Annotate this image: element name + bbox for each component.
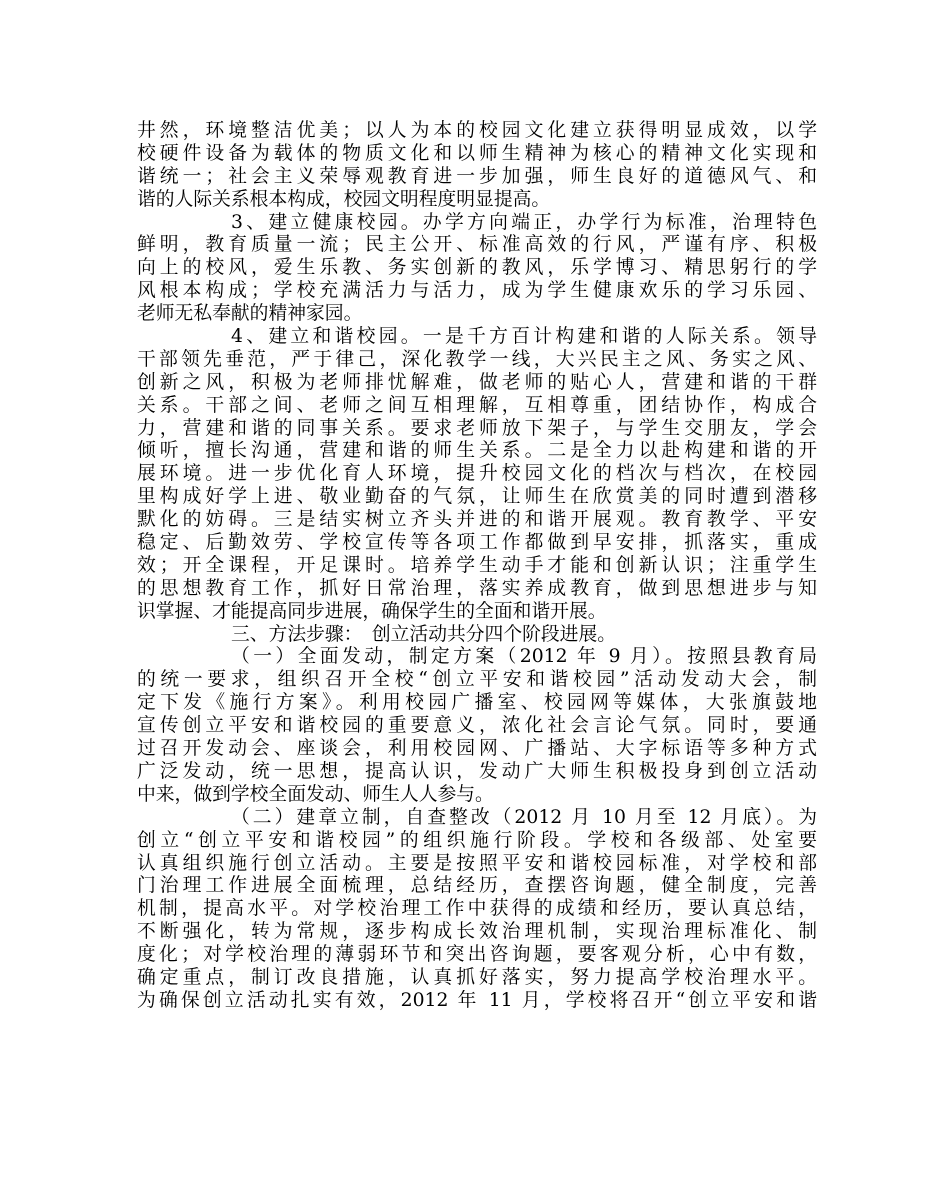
text-line: 定下发《施行方案》。利用校园广播室、校园网等媒体，大张旗鼓地 bbox=[137, 692, 817, 714]
text-line: 的统一要求，组织召开全校“创立平安和谐校园”活动发动大会，制 bbox=[137, 669, 817, 691]
text-line: 谐统一；社会主义荣辱观教育进一步加强，师生良好的道德风气、和 bbox=[137, 165, 817, 187]
text-line: 不断强化，转为常规，逐步构成长效治理机制，实现治理标准化、制 bbox=[137, 921, 817, 943]
text-line: 干部领先垂范，严于律己，深化教学一线，大兴民主之风、务实之风、 bbox=[137, 348, 817, 370]
text-line: 确定重点，制订改良措施，认真抓好落实，努力提高学校治理水平。 bbox=[137, 966, 817, 988]
text-line: 里构成好学上进、敬业勤奋的气氛，让师生在欣赏美的同时遭到潜移 bbox=[137, 486, 817, 508]
text-line: 宣传创立平安和谐校园的重要意义，浓化社会言论气氛。同时，要通 bbox=[137, 715, 817, 737]
text-line: 关系。干部之间、老师之间互相理解，互相尊重，团结协作，构成合 bbox=[137, 394, 817, 416]
text-line: 谐的人际关系根本构成，校园文明程度明显提高。 bbox=[137, 188, 551, 210]
document-body bbox=[137, 120, 817, 1013]
text-line: 度化；对学校治理的薄弱环节和突出咨询题，要客观分析，心中有数， bbox=[137, 944, 817, 966]
text-line: 力，营建和谐的同事关系。要求老师放下架子，与学生交朋友，学会 bbox=[137, 417, 817, 439]
text-line: 机制，提高水平。对学校治理工作中获得的成绩和经历，要认真总结， bbox=[137, 898, 817, 920]
text-line: 风根本构成；学校充满活力与活力，成为学生健康欢乐的学习乐园、 bbox=[137, 280, 817, 302]
text-line: 认真组织施行创立活动。主要是按照平安和谐校园标准，对学校和部 bbox=[137, 852, 817, 874]
text-line: 老师无私奉献的精神家园。 bbox=[137, 303, 363, 325]
text-line: （一）全面发动，制定方案（2012 年 9 月）。按照县教育局 bbox=[231, 646, 817, 668]
text-line: 门治理工作进展全面梳理，总结经历，查摆咨询题，健全制度，完善 bbox=[137, 875, 817, 897]
text-line: 创新之风，积极为老师排忧解难，做老师的贴心人，营建和谐的干群 bbox=[137, 371, 817, 393]
text-line: 鲜明，教育质量一流；民主公开、标准高效的行风，严谨有序、积极 bbox=[137, 234, 817, 256]
text-line: 向上的校风，爱生乐教、务实创新的教风，乐学博习、精思躬行的学 bbox=[137, 257, 817, 279]
text-line: 默化的妨碍。三是结实树立齐头并进的和谐开展观。教育教学、平安 bbox=[137, 509, 817, 531]
text-line: 4、建立和谐校园。一是千方百计构建和谐的人际关系。领导 bbox=[231, 326, 817, 348]
text-line: 中来，做到学校全面发动、师生人人参与。 bbox=[137, 783, 494, 805]
text-line: 的思想教育工作，抓好日常治理，落实养成教育，做到思想进步与知 bbox=[137, 577, 817, 599]
text-line: 效；开全课程，开足课时。培养学生动手才能和创新认识；注重学生 bbox=[137, 554, 817, 576]
text-line: （二）建章立制，自查整改（2012 月 10 月至 12 月底）。为 bbox=[231, 806, 817, 828]
text-line: 创立“创立平安和谐校园”的组织施行阶段。学校和各级部、处室要 bbox=[137, 829, 817, 851]
text-line: 识掌握、才能提高同步进展，确保学生的全面和谐开展。 bbox=[137, 600, 607, 622]
text-line: 校硬件设备为载体的物质文化和以师生精神为核心的精神文化实现和 bbox=[137, 142, 817, 164]
text-line: 3、建立健康校园。办学方向端正，办学行为标准，治理特色 bbox=[231, 211, 817, 233]
text-line: 展环境。进一步优化育人环境，提升校园文化的档次与档次，在校园 bbox=[137, 463, 817, 485]
section-heading: 三、方法步骤： 创立活动共分四个阶段进展。 bbox=[231, 623, 617, 645]
text-line: 过召开发动会、座谈会，利用校园网、广播站、大字标语等多种方式 bbox=[137, 738, 817, 760]
text-line: 倾听，擅长沟通，营建和谐的师生关系。二是全力以赴构建和谐的开 bbox=[137, 440, 817, 462]
text-line: 稳定、后勤效劳、学校宣传等各项工作都做到早安排，抓落实，重成 bbox=[137, 532, 817, 554]
text-line: 为确保创立活动扎实有效，2012 年 11 月，学校将召开“创立平安和谐 bbox=[137, 989, 817, 1011]
text-line: 广泛发动，统一思想，提高认识，发动广大师生积极投身到创立活动 bbox=[137, 760, 817, 782]
text-line: 井然，环境整洁优美；以人为本的校园文化建立获得明显成效，以学 bbox=[137, 120, 817, 141]
